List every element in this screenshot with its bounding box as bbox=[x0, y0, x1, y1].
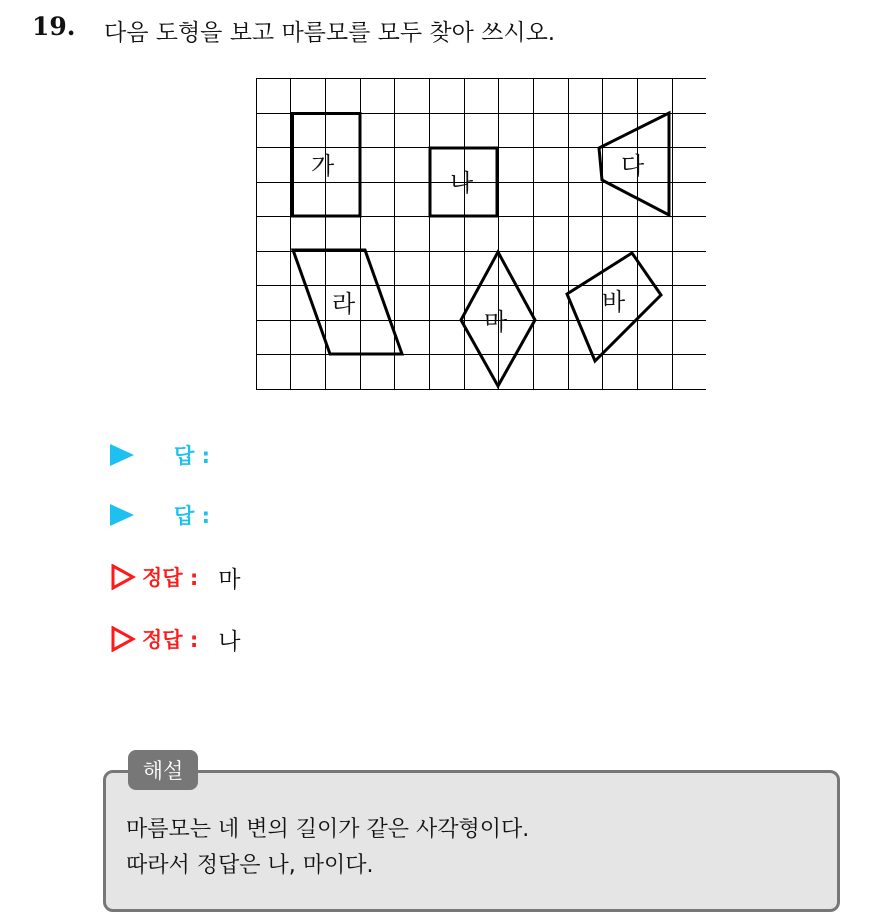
shape-label-ma: 마 bbox=[484, 308, 508, 336]
correct-row-2 bbox=[110, 624, 241, 654]
correct-value: 마 bbox=[218, 566, 241, 593]
correct-row-1 bbox=[110, 562, 241, 592]
play-outline-icon bbox=[110, 564, 136, 590]
shape-label-ra: 라 bbox=[332, 290, 356, 318]
shape-label-na: 나 bbox=[450, 169, 474, 197]
question-number: 19. bbox=[32, 12, 76, 41]
shape-label-ga: 가 bbox=[311, 152, 335, 180]
explanation-line-1: 마름모는 네 변의 길이가 같은 사각형이다. bbox=[126, 817, 530, 842]
correct-value: 나 bbox=[218, 628, 241, 655]
explanation-line-2: 따라서 정답은 나, 마이다. bbox=[126, 853, 374, 878]
play-outline-icon bbox=[110, 626, 136, 652]
explanation-tag: 해설 bbox=[128, 750, 198, 790]
grid-lines bbox=[256, 78, 707, 390]
answer-row-2[interactable] bbox=[110, 500, 210, 530]
answer-row-1[interactable] bbox=[110, 440, 210, 470]
shape-label-ba: 바 bbox=[602, 288, 626, 316]
answer-label: 답 : bbox=[174, 504, 210, 528]
play-icon bbox=[110, 504, 134, 526]
correct-label: 정답 : bbox=[142, 566, 199, 590]
shape-label-da: 다 bbox=[621, 152, 645, 180]
question-text: 다음 도형을 보고 마름모를 모두 찾아 쓰시오. bbox=[104, 20, 556, 46]
correct-label: 정답 : bbox=[142, 628, 199, 652]
shape-grid-figure bbox=[255, 76, 707, 392]
answer-label: 답 : bbox=[174, 444, 210, 468]
play-icon bbox=[110, 444, 134, 466]
